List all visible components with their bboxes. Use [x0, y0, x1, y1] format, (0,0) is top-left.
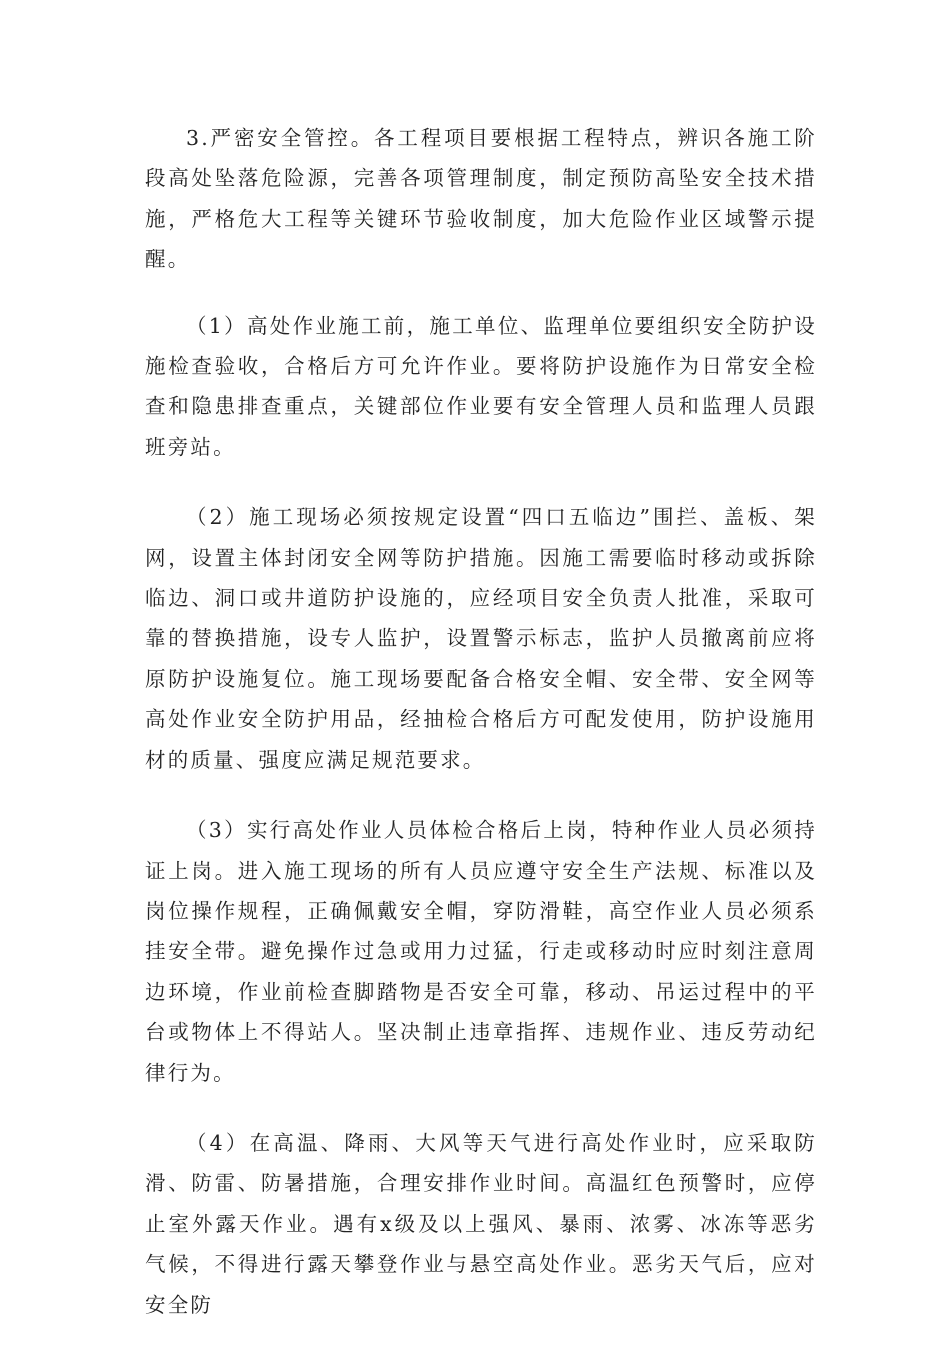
- paragraph-item-4: （4）在高温、降雨、大风等天气进行高处作业时，应采取防滑、防雷、防暑措施，合理安排作业时间。高温红色预警时，应停止室外露天作业。遇有x级及以上强风、暴雨、浓雾、冰冻等恶劣气候，不得进行露天攀登作业与悬空高处作业。恶劣天气后，应对安全防: [145, 1130, 817, 1317]
- paragraph-item-1: （1）高处作业施工前，施工单位、监理单位要组织安全防护设施检查验收，合格后方可允许作业。要将防护设施作为日常安全检查和隐患排查重点，关键部位作业要有安全管理人员和监理人员跟班旁站。: [145, 313, 817, 459]
- paragraph-item-3: （3）实行高处作业人员体检合格后上岗，特种作业人员必须持证上岗。进入施工现场的所有人员应遵守安全生产法规、标准以及岗位操作规程，正确佩戴安全帽，穿防滑鞋，高空作业人员必须系挂安全带。避免操作过急或用力过猛，行走或移动时应时刻注意周边环境，作业前检查脚踏物是否安全可靠，移动、吊运过程中的平台或物体上不得站人。坚决制止违章指挥、违规作业、违反劳动纪律行为。: [145, 818, 817, 1085]
- paragraph-item-2: （2）施工现场必须按规定设置“四口五临边”围拦、盖板、架网，设置主体封闭安全网等防护措施。因施工需要临时移动或拆除临边、洞口或井道防护设施的，应经项目安全负责人批准，采取可靠的替换措施，设专人监护，设置警示标志，监护人员撤离前应将原防护设施复位。施工现场要配备合格安全帽、安全带、安全网等高处作业安全防护用品，经抽检合格后方可配发使用，防护设施用材的质量、强度应满足规范要求。: [145, 505, 817, 772]
- document-body: [145, 118, 817, 1351]
- paragraph-safety-control: 3.严密安全管控。各工程项目要根据工程特点，辨识各施工阶段高处坠落危险源，完善各项管理制度，制定预防高坠安全技术措施，严格危大工程等关键环节验收制度，加大危险作业区域警示提醒。: [145, 126, 817, 272]
